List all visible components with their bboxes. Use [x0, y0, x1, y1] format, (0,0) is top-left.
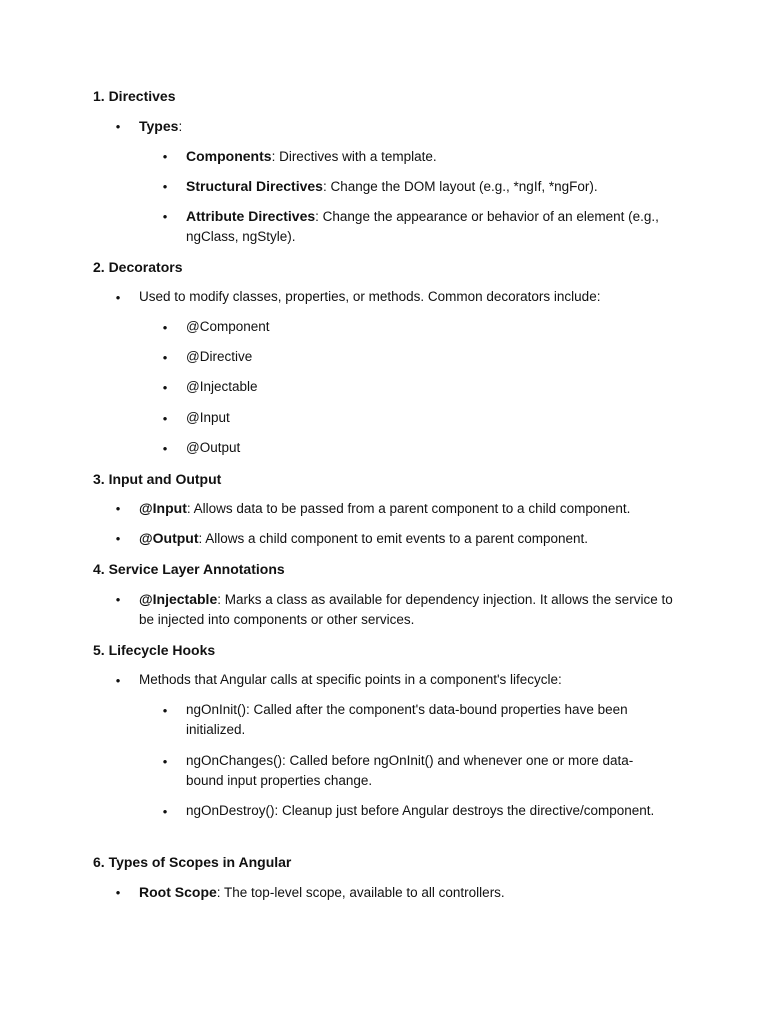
list-item: Used to modify classes, properties, or methods. Common decorators include: [139, 289, 601, 304]
bullet-icon: • [162, 441, 168, 456]
item-text: : Allows a child component to emit events to a parent component. [198, 531, 589, 546]
list-item [139, 116, 679, 137]
item-term: @Output [139, 530, 199, 546]
bullet-icon: • [162, 754, 168, 769]
bullet-icon: • [162, 320, 168, 335]
section-heading-input-output: 3. Input and Output [93, 471, 222, 487]
bullet-icon: • [115, 673, 121, 688]
item-text: : Marks a class as available for dependency injection. It allows the service to be injected into components or other services. [139, 592, 673, 627]
bullet-icon: • [115, 592, 121, 607]
bullet-icon: • [115, 119, 121, 134]
item-term: Root Scope [139, 884, 217, 900]
list-item: ngOnDestroy(): Cleanup just before Angular destroys the directive/component. [186, 803, 655, 818]
list-item [139, 498, 679, 519]
bullet-icon: • [162, 149, 168, 164]
bullet-icon: • [115, 885, 121, 900]
bullet-icon: • [115, 531, 121, 546]
item-text: : Directives with a template. [271, 149, 437, 164]
item-text: : Change the DOM layout (e.g., *ngIf, *ngFor). [322, 179, 598, 194]
section-heading-service-layer: 4. Service Layer Annotations [93, 561, 285, 577]
bullet-icon: • [162, 350, 168, 365]
item-text: : The top-level scope, available to all controllers. [216, 885, 505, 900]
list-item [186, 146, 666, 167]
section-heading-directives: 1. Directives [93, 88, 176, 104]
bullet-icon: • [162, 703, 168, 718]
list-item [186, 206, 666, 247]
bullet-icon: • [162, 179, 168, 194]
list-item [139, 882, 679, 903]
item-text: : Change the appearance or behavior of an element (e.g., ngClass, ngStyle). [186, 209, 659, 244]
item-text: : [178, 119, 183, 134]
bullet-icon: • [115, 501, 121, 516]
item-term: @Injectable [139, 591, 218, 607]
bullet-icon: • [162, 411, 168, 426]
list-item: ngOnInit(): Called after the component's data-bound properties have been initialized. [186, 702, 628, 737]
list-item: @Directive [186, 349, 253, 364]
list-item [139, 589, 679, 630]
section-heading-scopes: 6. Types of Scopes in Angular [93, 854, 292, 870]
item-text: : Allows data to be passed from a parent component to a child component. [186, 501, 631, 516]
item-term: Structural Directives [186, 178, 323, 194]
bullet-icon: • [162, 380, 168, 395]
item-term: Types [139, 118, 179, 134]
item-term: Attribute Directives [186, 208, 316, 224]
list-item: @Component [186, 319, 270, 334]
bullet-icon: • [115, 290, 121, 305]
list-item [139, 528, 679, 549]
list-item: ngOnChanges(): Called before ngOnInit() and whenever one or more data-bound input properties change. [186, 753, 634, 788]
item-term: @Input [139, 500, 187, 516]
section-heading-decorators: 2. Decorators [93, 259, 183, 275]
list-item [186, 176, 666, 197]
bullet-icon: • [162, 804, 168, 819]
list-item: @Input [186, 410, 230, 425]
list-item: @Output [186, 440, 241, 455]
bullet-icon: • [162, 209, 168, 224]
list-item: Methods that Angular calls at specific points in a component's lifecycle: [139, 672, 562, 687]
item-term: Components [186, 148, 272, 164]
list-item: @Injectable [186, 379, 258, 394]
section-heading-lifecycle-hooks: 5. Lifecycle Hooks [93, 642, 216, 658]
